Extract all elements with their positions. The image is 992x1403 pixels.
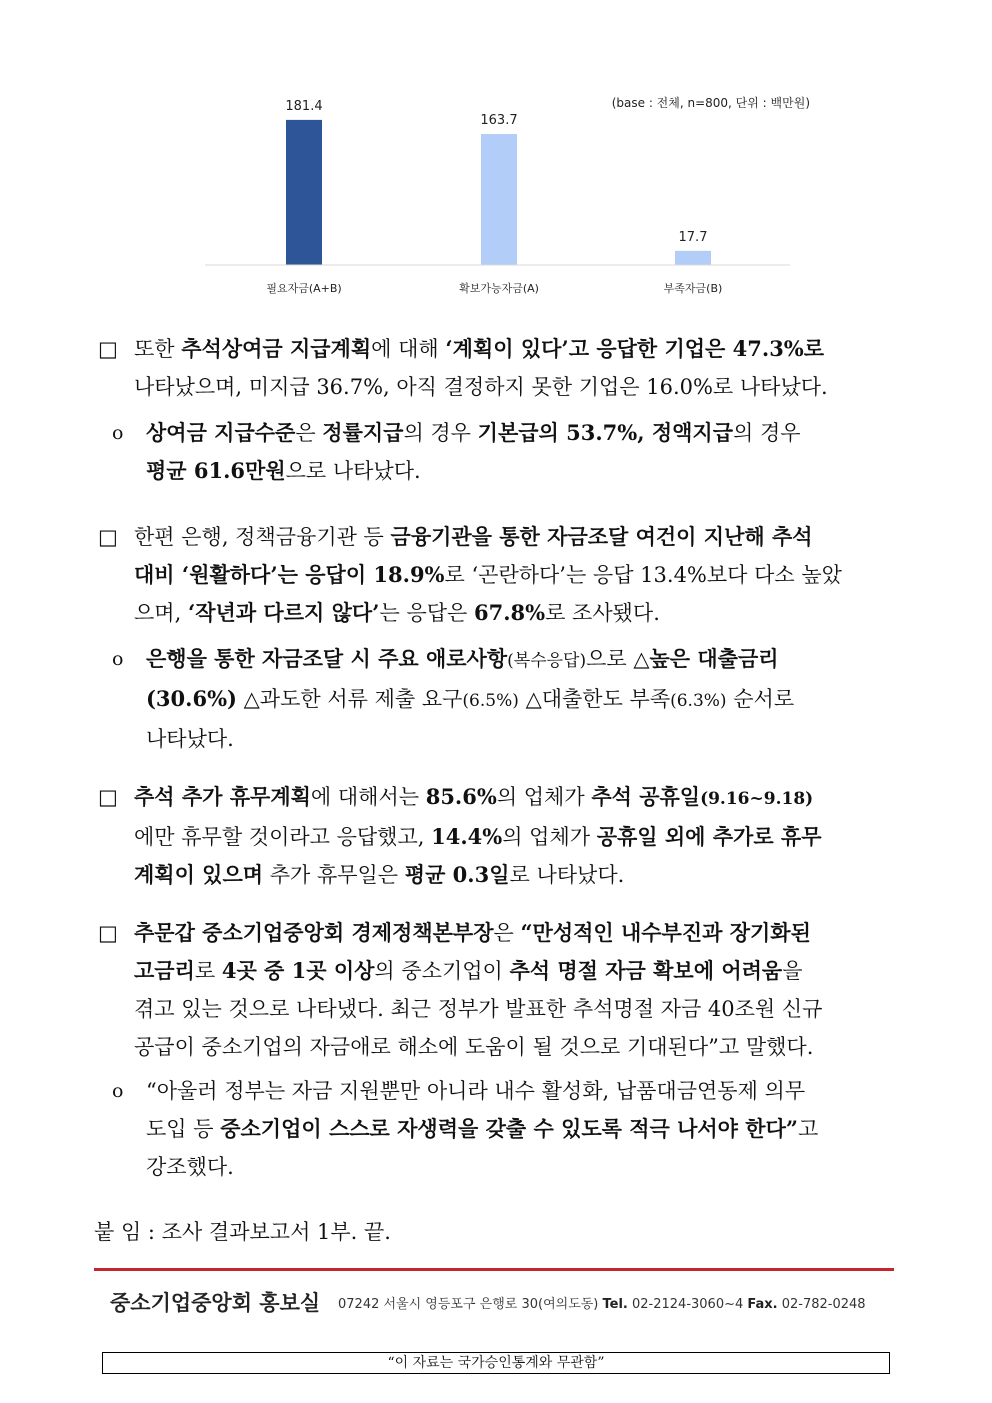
paragraph-holiday-plan: □ 추석 추가 휴무계획에 대해서는 85.6%의 업체가 추석 공휴일(9.16~9.18) 에만 휴무할 것이라고 응답했고, 14.4%의 업체가 공휴일 외에 추가로 휴무 계획이 있으며 추가 휴무일은 평균 0.3일로 나타났다. — [98, 778, 898, 894]
disclaimer-box: “이 자료는 국가승인통계와 무관함” — [102, 1352, 890, 1374]
category-label: 확보가능자금(A) — [459, 282, 539, 295]
bar-2 — [481, 134, 517, 265]
bar-3 — [675, 251, 711, 265]
footer-address: 07242 서울시 영등포구 은행로 30(여의도동) — [338, 1297, 603, 1312]
tel-label: Tel. — [602, 1297, 628, 1312]
category-label: 부족자금(B) — [663, 282, 723, 295]
circle-bullet: ο — [112, 1080, 124, 1102]
footer-organization: 중소기업중앙회 홍보실 — [110, 1291, 321, 1315]
circle-bullet: ο — [112, 648, 124, 670]
attachment-note: 붙 임 : 조사 결과보고서 1부. 끝. — [94, 1220, 391, 1244]
bar-value-label: 17.7 — [678, 229, 708, 245]
bar-value-label: 163.7 — [480, 113, 518, 129]
paragraph-financing-conditions: □ 한편 은행, 정책금융기관 등 금융기관을 통한 자금조달 여건이 지난해 추석 대비 ‘원활하다’는 응답이 18.9%로 ‘곤란하다’는 응답 13.4%보다 다소 높았 으며, ‘작년과 다르지 않다’는 응답은 67.8%로 조사됐다. — [98, 518, 898, 632]
fax-number: 02-782-0248 — [777, 1297, 866, 1312]
paragraph-government-support: ο “아울러 정부는 자금 지원뿐만 아니라 내수 활성화, 납품대금연동제 의무 도입 등 중소기업이 스스로 자생력을 갖출 수 있도록 적극 나서야 한다”고 강조했다. — [112, 1072, 898, 1186]
paragraph-bank-difficulties: ο 은행을 통한 자금조달 시 주요 애로사항(복수응답)으로 △높은 대출금리 (30.6%) △과도한 서류 제출 요구(6.5%) △대출한도 부족(6.3%) 순서로 나타났다. — [112, 640, 898, 758]
chart-note: (base : 전체, n=800, 단위 : 백만원) — [611, 96, 810, 110]
square-bullet: □ — [98, 525, 118, 549]
category-label: 필요자금(A+B) — [266, 282, 342, 295]
square-bullet: □ — [98, 337, 118, 361]
bar-value-label: 181.4 — [285, 98, 323, 114]
tel-number: 02-2124-3060~4 — [627, 1297, 748, 1312]
paragraph-official-quote: □ 추문갑 중소기업중앙회 경제정책본부장은 “만성적인 내수부진과 장기화된 고금리로 4곳 중 1곳 이상의 중소기업이 추석 명절 자금 확보에 어려움을 겪고 있는 것으로 나타냈다. 최근 정부가 발표한 추석명절 자금 40조원 신규 공급이 중소기업의 자금애로 해소에 도움이 될 것으로 기대된다”고 말했다. — [98, 914, 898, 1066]
footer-divider — [94, 1268, 894, 1271]
footer-contact — [338, 1293, 866, 1312]
bar-1 — [286, 120, 322, 265]
paragraph-bonus-level: ο 상여금 지급수준은 정률지급의 경우 기본급의 53.7%, 정액지급의 경우 평균 61.6만원으로 나타났다. — [112, 414, 898, 490]
fax-label: Fax. — [747, 1297, 778, 1312]
square-bullet: □ — [98, 921, 118, 945]
square-bullet: □ — [98, 785, 118, 809]
paragraph-bonus-plan: □ 또한 추석상여금 지급계획에 대해 ‘계획이 있다’고 응답한 기업은 47.3%로 나타났으며, 미지급 36.7%, 아직 결정하지 못한 기업은 16.0%로 나타났다. — [98, 330, 898, 406]
circle-bullet: ο — [112, 422, 124, 444]
